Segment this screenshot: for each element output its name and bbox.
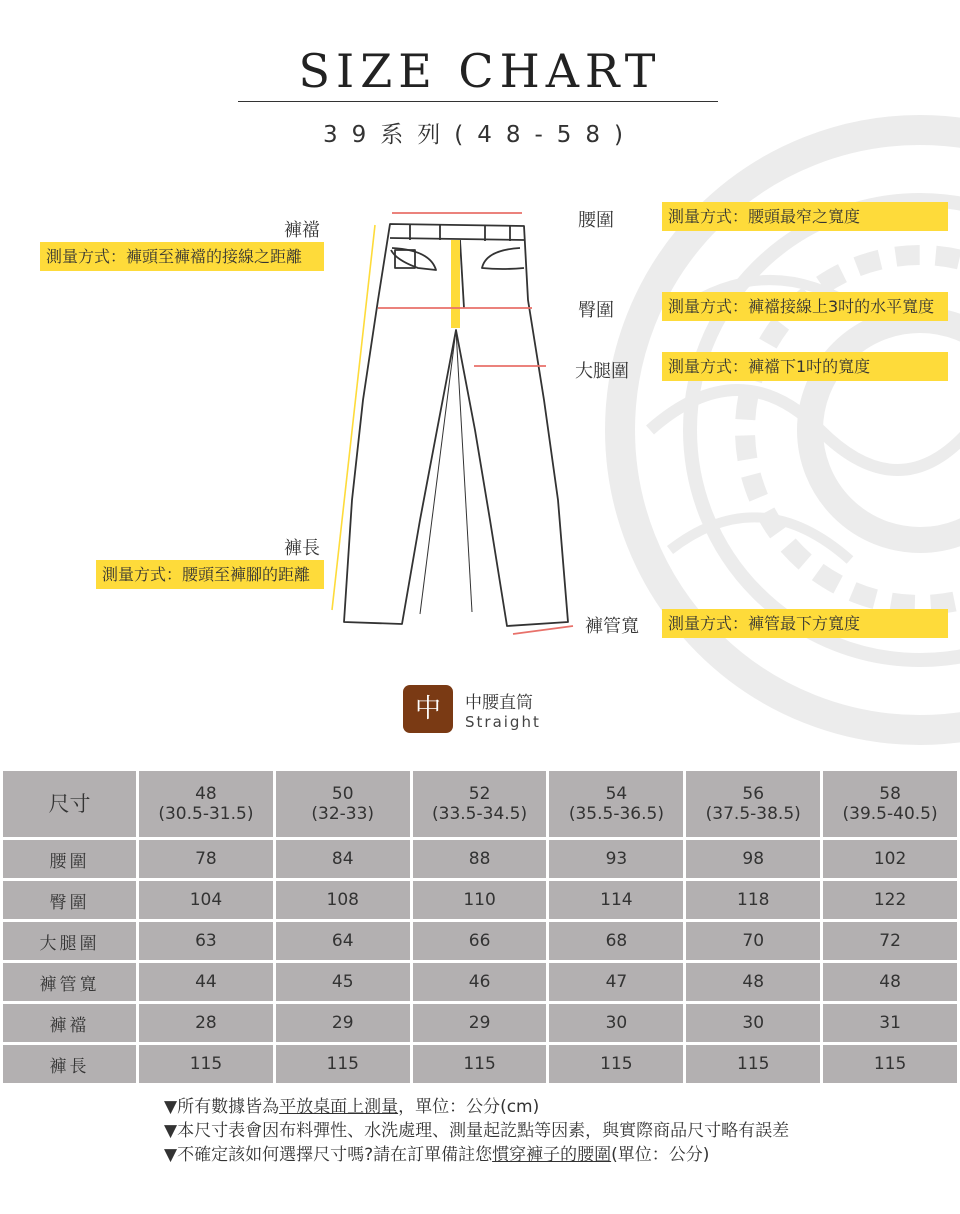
table-cell: 66 [413, 922, 547, 960]
row-label: 褲襠 [3, 1004, 136, 1042]
table-cell: 68 [549, 922, 683, 960]
size-column-header: 52 (33.5-34.5) [413, 771, 547, 837]
row-label: 腰圍 [3, 840, 136, 878]
table-cell: 47 [549, 963, 683, 1001]
table-cell: 72 [823, 922, 957, 960]
table-cell: 108 [276, 881, 410, 919]
title-divider [238, 101, 718, 102]
fit-badge-icon: 中 [403, 685, 453, 733]
footnote-line: ▼不確定該如何選擇尺寸嗎?請在訂單備註您慣穿褲子的腰圍(單位：公分) [164, 1145, 710, 1165]
crotch-note: 測量方式：褲頭至褲襠的接線之距離 [40, 242, 324, 271]
table-cell: 104 [139, 881, 273, 919]
table-cell: 114 [549, 881, 683, 919]
thigh-label: 大腿圍 [575, 361, 629, 382]
crotch-label: 褲襠 [284, 220, 320, 241]
table-corner-cell: 尺寸 [3, 771, 136, 837]
table-cell: 115 [276, 1045, 410, 1083]
table-cell: 70 [686, 922, 820, 960]
table-cell: 84 [276, 840, 410, 878]
table-cell: 29 [276, 1004, 410, 1042]
table-cell: 115 [413, 1045, 547, 1083]
table-cell: 102 [823, 840, 957, 878]
table-row [3, 881, 957, 919]
table-cell: 48 [686, 963, 820, 1001]
table-cell: 115 [139, 1045, 273, 1083]
hip-note: 測量方式：褲襠接線上3吋的水平寬度 [662, 292, 948, 321]
series-subtitle: 39系列(48-58) [322, 122, 638, 148]
table-cell: 122 [823, 881, 957, 919]
footnote-line: ▼本尺寸表會因布料彈性、水洗處理、測量起訖點等因素，與實際商品尺寸略有誤差 [164, 1121, 790, 1141]
length-note: 測量方式：腰頭至褲腳的距離 [96, 560, 324, 589]
table-row [3, 922, 957, 960]
table-cell: 48 [823, 963, 957, 1001]
size-column-header: 54 (35.5-36.5) [549, 771, 683, 837]
size-column-header: 58 (39.5-40.5) [823, 771, 957, 837]
hem-label: 褲管寬 [585, 616, 639, 637]
fit-name-cn: 中腰直筒 [465, 693, 533, 713]
table-cell: 78 [139, 840, 273, 878]
table-cell: 30 [686, 1004, 820, 1042]
table-cell: 115 [686, 1045, 820, 1083]
hem-measure-line [513, 626, 573, 634]
table-cell: 64 [276, 922, 410, 960]
page-title: SIZE CHART [298, 44, 662, 98]
table-cell: 44 [139, 963, 273, 1001]
table-row [3, 1004, 957, 1042]
length-guide-line [332, 225, 375, 610]
hip-label: 臀圍 [578, 300, 614, 321]
table-cell: 88 [413, 840, 547, 878]
table-header-row [3, 771, 957, 837]
table-row [3, 1045, 957, 1083]
table-cell: 110 [413, 881, 547, 919]
size-column-header: 56 (37.5-38.5) [686, 771, 820, 837]
waist-label: 腰圍 [578, 210, 614, 231]
row-label: 臀圍 [3, 881, 136, 919]
table-cell: 118 [686, 881, 820, 919]
table-cell: 115 [823, 1045, 957, 1083]
crotch-highlight [451, 240, 460, 328]
row-label: 大腿圍 [3, 922, 136, 960]
table-cell: 115 [549, 1045, 683, 1083]
pants-left-pocket [391, 248, 436, 270]
table-cell: 46 [413, 963, 547, 1001]
hem-note: 測量方式：褲管最下方寬度 [662, 609, 948, 638]
table-cell: 45 [276, 963, 410, 1001]
row-label: 褲長 [3, 1045, 136, 1083]
footnotes [164, 1095, 789, 1167]
table-row [3, 963, 957, 1001]
pants-fly [460, 240, 464, 308]
table-cell: 63 [139, 922, 273, 960]
thigh-note: 測量方式：褲襠下1吋的寬度 [662, 352, 948, 381]
length-label: 褲長 [284, 538, 320, 559]
table-cell: 29 [413, 1004, 547, 1042]
table-cell: 30 [549, 1004, 683, 1042]
fit-name-en: Straight [465, 713, 541, 731]
size-column-header: 50 (32-33) [276, 771, 410, 837]
footnote-line: ▼所有數據皆為平放桌面上測量，單位：公分(cm) [164, 1097, 540, 1117]
table-cell: 98 [686, 840, 820, 878]
size-table [0, 768, 960, 1086]
table-cell: 31 [823, 1004, 957, 1042]
pants-right-pocket [482, 248, 524, 269]
table-cell: 28 [139, 1004, 273, 1042]
table-cell: 93 [549, 840, 683, 878]
size-column-header: 48 (30.5-31.5) [139, 771, 273, 837]
waist-note: 測量方式：腰頭最窄之寬度 [662, 202, 948, 231]
row-label: 褲管寬 [3, 963, 136, 1001]
table-row [3, 840, 957, 878]
